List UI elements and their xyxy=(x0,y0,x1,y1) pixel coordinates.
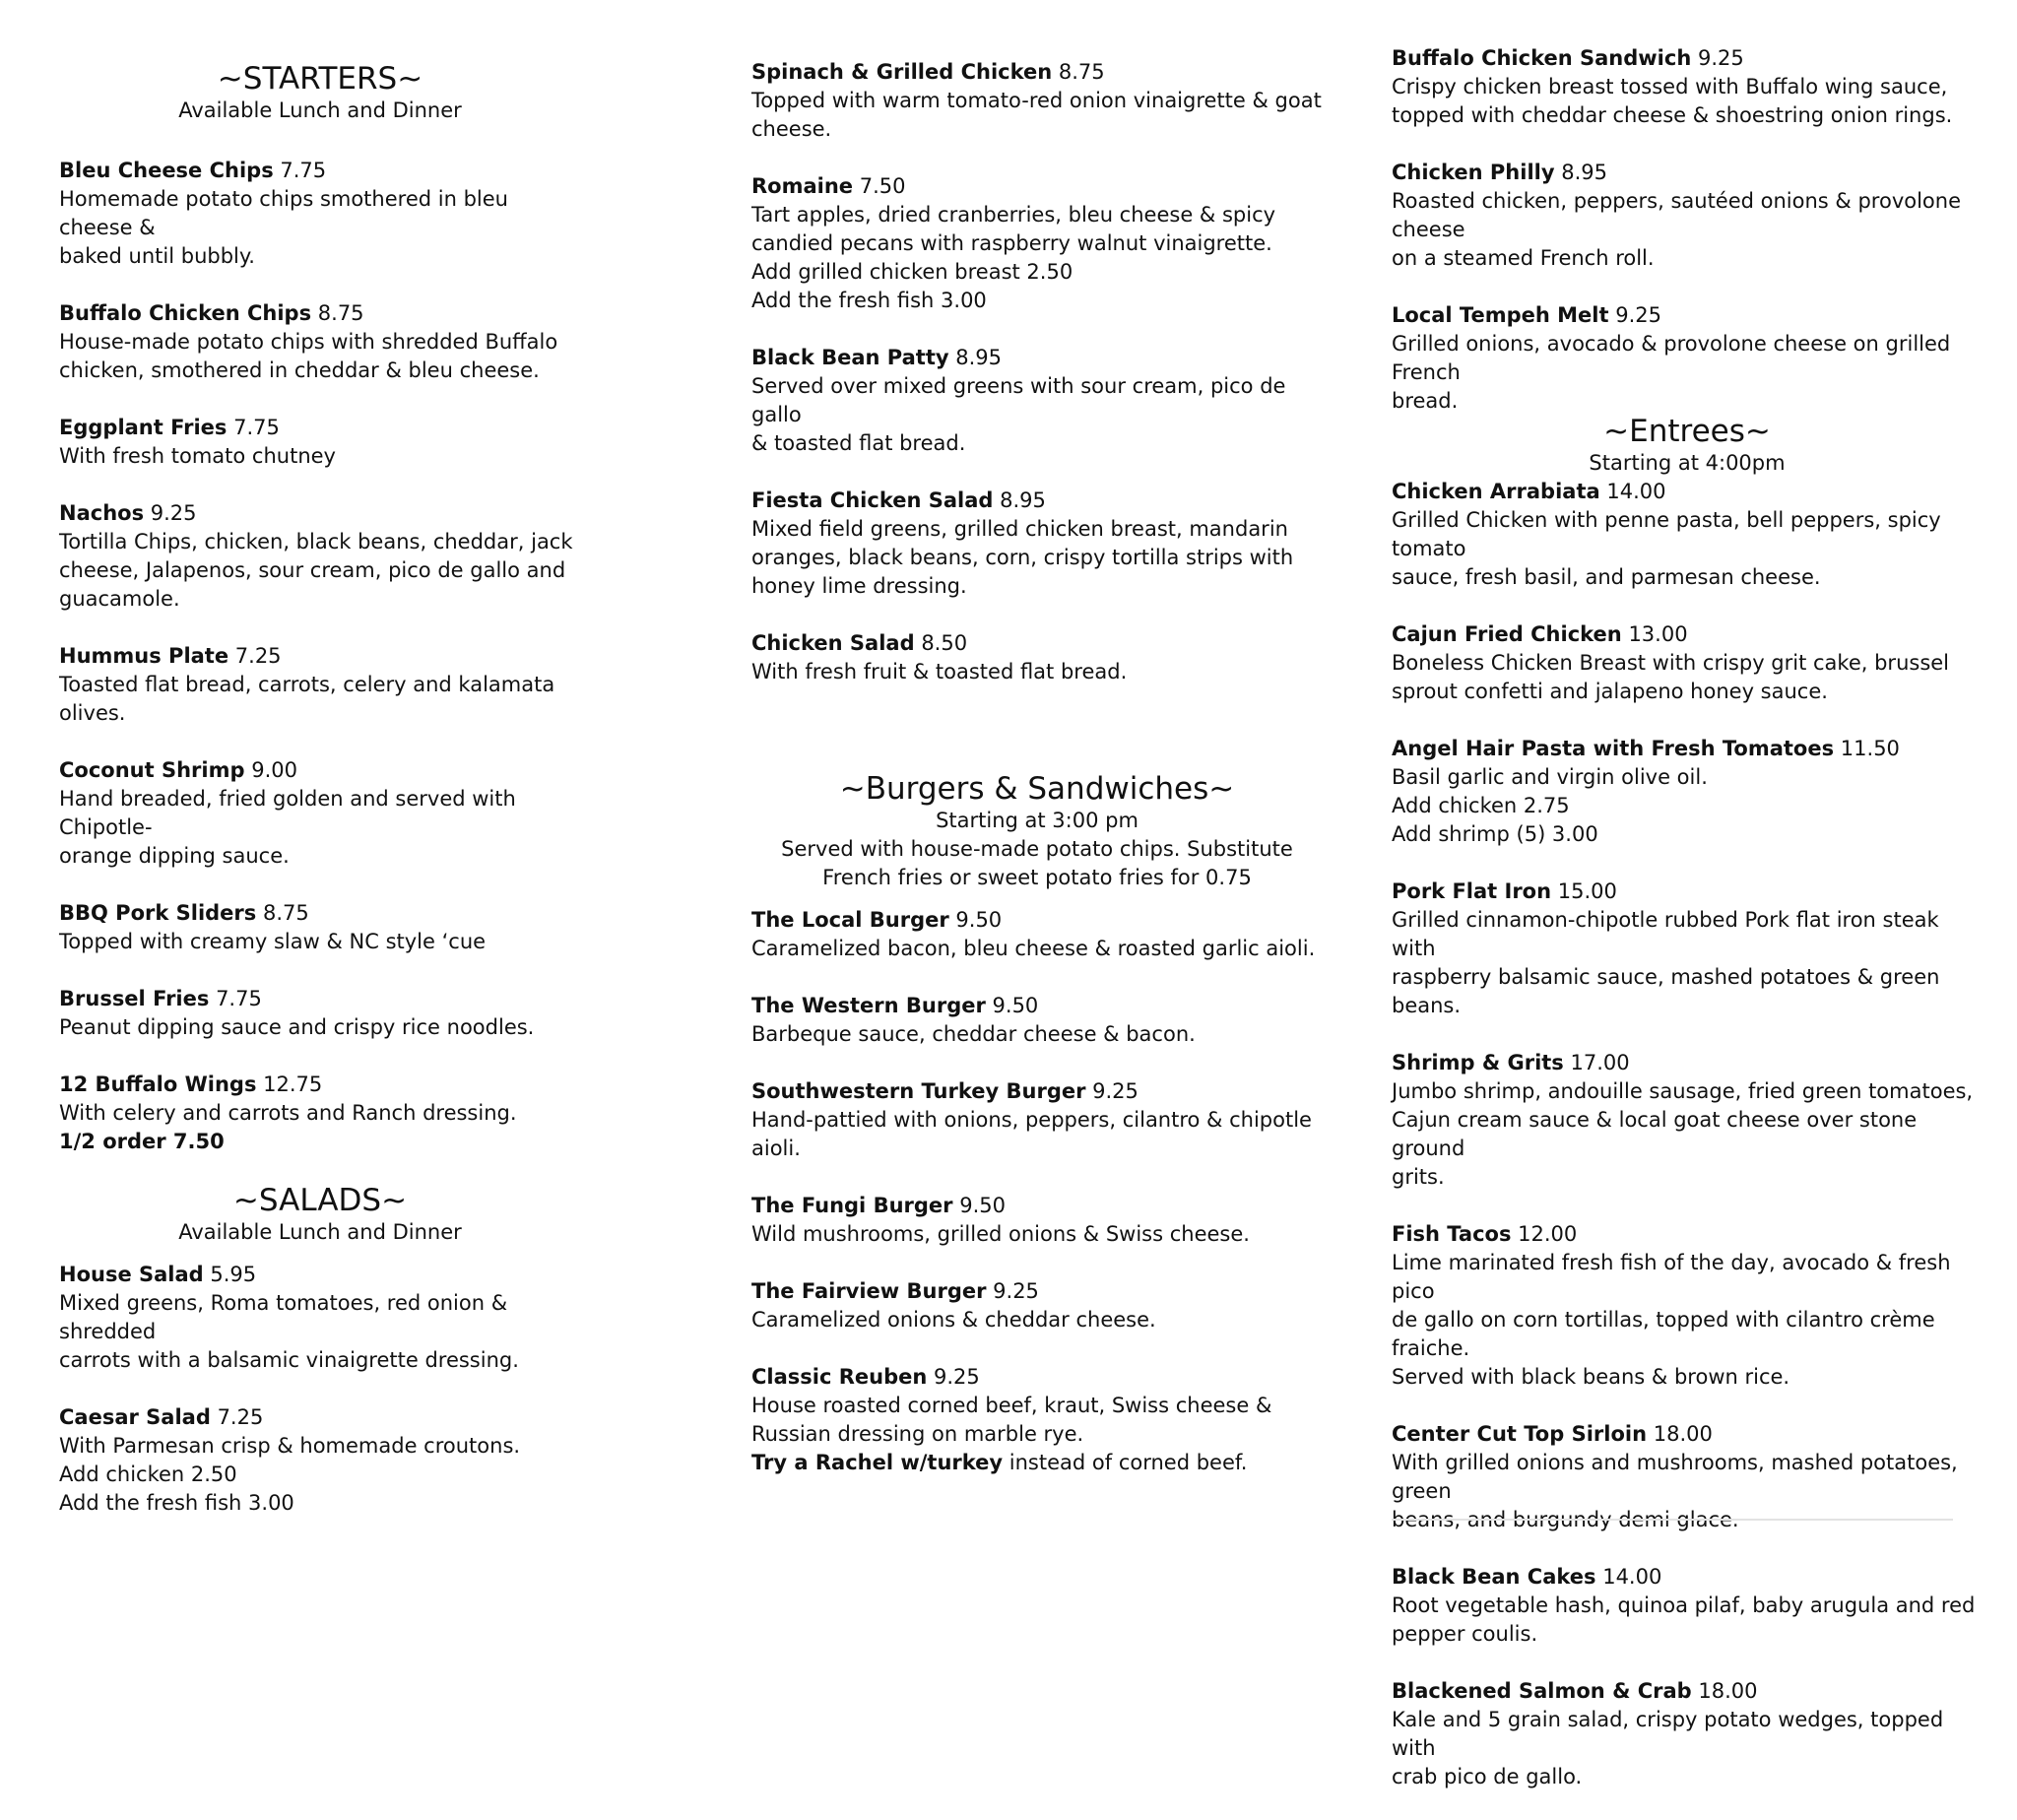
menu-item-description: House roasted corned beef, kraut, Swiss cheese & xyxy=(751,1394,1272,1417)
menu-item-heading xyxy=(1392,620,1983,649)
menu-item xyxy=(1392,735,1983,849)
menu-item-list xyxy=(1392,44,1983,416)
menu-item xyxy=(751,1363,1323,1477)
menu-item-description: With Parmesan crisp & homemade croutons. xyxy=(59,1434,521,1458)
menu-item-description: & toasted flat bread. xyxy=(751,431,966,455)
menu-item-name: Eggplant Fries xyxy=(59,416,228,439)
menu-item xyxy=(59,1403,581,1518)
menu-item-price: 8.95 xyxy=(1000,488,1046,512)
menu-item-heading xyxy=(59,499,581,528)
menu-item-name: The Fairview Burger xyxy=(751,1279,987,1303)
menu-item-name: Chicken Philly xyxy=(1392,161,1555,184)
menu-item xyxy=(1392,1677,1983,1791)
menu-item-name: Buffalo Chicken Chips xyxy=(59,301,312,325)
menu-item-heading xyxy=(59,642,581,671)
menu-item-heading xyxy=(59,985,581,1013)
menu-item-price: 8.75 xyxy=(1058,60,1105,84)
menu-item-price: 13.00 xyxy=(1628,622,1688,646)
menu-item xyxy=(59,642,581,728)
section-subtitle: Available Lunch and Dinner xyxy=(178,1220,462,1244)
menu-item-name: Southwestern Turkey Burger xyxy=(751,1079,1086,1103)
menu-item-heading xyxy=(751,1363,1323,1392)
menu-item-price: 5.95 xyxy=(210,1263,257,1286)
menu-item-heading xyxy=(59,1403,581,1432)
menu-item-heading xyxy=(1392,735,1983,763)
menu-item-description: candied pecans with raspberry walnut vinaigrette. xyxy=(751,231,1272,255)
section-subtitle: Available Lunch and Dinner xyxy=(178,98,462,122)
menu-item-name: Center Cut Top Sirloin xyxy=(1392,1422,1648,1446)
menu-item xyxy=(1392,301,1983,416)
menu-item-description: grits. xyxy=(1392,1165,1445,1189)
menu-item-price: 7.75 xyxy=(280,159,327,182)
menu-item-description: Boneless Chicken Breast with crispy grit cake, brussel xyxy=(1392,651,1950,675)
menu-item-price: 8.95 xyxy=(955,346,1002,369)
menu-item xyxy=(59,899,581,956)
menu-item-description: Grilled onions, avocado & provolone cheese on grilled French xyxy=(1392,332,1951,384)
menu-item-description: crab pico de gallo. xyxy=(1392,1765,1583,1788)
menu-item-description: cheese, Jalapenos, sour cream, pico de gallo and xyxy=(59,558,566,582)
menu-item-description: Tortilla Chips, chicken, black beans, cheddar, jack xyxy=(59,530,573,553)
menu-item-name: Hummus Plate xyxy=(59,644,229,668)
menu-item-price: 9.25 xyxy=(1092,1079,1139,1103)
menu-item-price: 9.25 xyxy=(993,1279,1039,1303)
divider xyxy=(1392,1519,1953,1521)
menu-item-name: Fish Tacos xyxy=(1392,1222,1512,1246)
menu-item-price: 7.50 xyxy=(859,174,906,198)
salads-continued xyxy=(751,58,1323,686)
menu-item-list xyxy=(751,906,1323,1477)
menu-item-name: Brussel Fries xyxy=(59,987,210,1010)
menu-item-price: 7.75 xyxy=(216,987,262,1010)
menu-item-note-text: instead of corned beef. xyxy=(1003,1451,1248,1474)
menu-item-heading xyxy=(751,992,1323,1020)
menu-item-description: Served with black beans & brown rice. xyxy=(1392,1365,1790,1389)
menu-item-name: Black Bean Patty xyxy=(751,346,949,369)
menu-item-name: Classic Reuben xyxy=(751,1365,928,1389)
menu-item-heading xyxy=(59,414,581,442)
menu-item-description: With fresh fruit & toasted flat bread. xyxy=(751,660,1128,683)
menu-item-description: Toasted flat bread, carrots, celery and kalamata xyxy=(59,673,555,696)
menu-item-price: 9.50 xyxy=(959,1194,1006,1217)
menu-column-middle xyxy=(751,0,1323,1506)
menu-item-description: Tart apples, dried cranberries, bleu cheese & spicy xyxy=(751,203,1276,227)
menu-item-price: 12.00 xyxy=(1518,1222,1578,1246)
menu-item-list xyxy=(1392,478,1983,1791)
menu-item xyxy=(751,992,1323,1049)
menu-item xyxy=(751,1192,1323,1249)
menu-item-price: 12.75 xyxy=(263,1072,323,1096)
menu-item-description: Basil garlic and virgin olive oil. xyxy=(1392,765,1708,789)
menu-item-note: 1/2 order 7.50 xyxy=(59,1130,225,1153)
menu-item-name: House Salad xyxy=(59,1263,204,1286)
menu-item-name: Buffalo Chicken Sandwich xyxy=(1392,46,1692,70)
menu-item-name: Coconut Shrimp xyxy=(59,758,245,782)
menu-item xyxy=(751,1277,1323,1334)
menu-item-description: Russian dressing on marble rye. xyxy=(751,1422,1084,1446)
menu-item-price: 7.75 xyxy=(233,416,280,439)
menu-item-description: Hand breaded, fried golden and served with Chipotle- xyxy=(59,787,516,839)
menu-item-price: 9.50 xyxy=(992,994,1039,1017)
menu-item-heading xyxy=(1392,1220,1983,1249)
menu-item-price: 7.25 xyxy=(234,644,282,668)
menu-item-heading xyxy=(1392,478,1983,506)
menu-item-description: Roasted chicken, peppers, sautéed onions & provolone cheese xyxy=(1392,189,1962,241)
menu-item-description: Homemade potato chips smothered in bleu cheese & xyxy=(59,187,508,239)
menu-item xyxy=(1392,1420,1983,1534)
menu-item-description: orange dipping sauce. xyxy=(59,844,290,868)
menu-item-description: Root vegetable hash, quinoa pilaf, baby arugula and red xyxy=(1392,1593,1976,1617)
menu-item-price: 9.25 xyxy=(934,1365,980,1389)
menu-item-description: Topped with creamy slaw & NC style ‘cue xyxy=(59,930,487,953)
menu-item xyxy=(59,499,581,614)
menu-item xyxy=(751,58,1323,144)
menu-item-name: Spinach & Grilled Chicken xyxy=(751,60,1053,84)
menu-item-heading xyxy=(1392,1677,1983,1706)
menu-item-price: 14.00 xyxy=(1606,480,1666,503)
menu-item xyxy=(1392,478,1983,592)
menu-item-description: Add the fresh fish 3.00 xyxy=(59,1491,294,1515)
menu-item-note xyxy=(751,1449,1323,1477)
menu-item xyxy=(751,487,1323,601)
menu-item-name: Chicken Salad xyxy=(751,631,915,655)
menu-item-heading xyxy=(751,906,1323,935)
menu-item-price: 9.00 xyxy=(251,758,297,782)
salads-section xyxy=(59,1183,581,1518)
section-title: ~Entrees~ xyxy=(1603,414,1771,449)
menu-item-description: sauce, fresh basil, and parmesan cheese. xyxy=(1392,565,1821,589)
menu-item-heading xyxy=(1392,159,1983,187)
menu-item-price: 8.75 xyxy=(317,301,364,325)
menu-item xyxy=(1392,159,1983,273)
section-title: ~STARTERS~ xyxy=(217,61,423,97)
menu-item-description: Crispy chicken breast tossed with Buffalo wing sauce, xyxy=(1392,75,1948,98)
menu-item xyxy=(751,344,1323,458)
section-subtitle: Served with house-made potato chips. Substitute xyxy=(781,837,1293,861)
menu-item xyxy=(59,985,581,1042)
menu-item-price: 15.00 xyxy=(1557,879,1617,903)
menu-item-name: Chicken Arrabiata xyxy=(1392,480,1600,503)
menu-item-name: BBQ Pork Sliders xyxy=(59,901,257,925)
menu-item xyxy=(59,157,581,271)
menu-item-description: Add the fresh fish 3.00 xyxy=(751,289,987,312)
menu-item-description: House-made potato chips with shredded Buffalo xyxy=(59,330,558,354)
menu-item-price: 17.00 xyxy=(1570,1051,1630,1074)
menu-item-heading xyxy=(751,1192,1323,1220)
menu-item-description: Peanut dipping sauce and crispy rice noodles. xyxy=(59,1015,535,1039)
menu-item-description: olives. xyxy=(59,701,126,725)
menu-item-price: 9.25 xyxy=(150,501,197,525)
menu-item-description: Grilled Chicken with penne pasta, bell peppers, spicy tomato xyxy=(1392,508,1941,560)
menu-item xyxy=(1392,1049,1983,1192)
menu-item-name: Fiesta Chicken Salad xyxy=(751,488,994,512)
menu-item-name: Cajun Fried Chicken xyxy=(1392,622,1622,646)
menu-item xyxy=(59,1261,581,1375)
menu-item xyxy=(1392,620,1983,706)
menu-item-price: 9.25 xyxy=(1697,46,1744,70)
menu-item-description: Add chicken 2.75 xyxy=(1392,794,1570,817)
menu-item-price: 9.50 xyxy=(955,908,1003,932)
menu-item-description: pepper coulis. xyxy=(1392,1622,1538,1646)
menu-item-heading xyxy=(1392,1563,1983,1592)
menu-item-heading xyxy=(59,1261,581,1289)
menu-item xyxy=(1392,1220,1983,1392)
menu-item-heading xyxy=(59,299,581,328)
menu-item-description: With grilled onions and mushrooms, mashed potatoes, green xyxy=(1392,1451,1958,1503)
menu-item-description: Kale and 5 grain salad, crispy potato wedges, topped with xyxy=(1392,1708,1944,1760)
menu-item-description: Grilled cinnamon-chipotle rubbed Pork flat iron steak with xyxy=(1392,908,1939,960)
menu-item-name: The Local Burger xyxy=(751,908,949,932)
menu-column-left xyxy=(59,0,581,1546)
menu-item-description: topped with cheddar cheese & shoestring onion rings. xyxy=(1392,103,1953,127)
menu-item-description: Wild mushrooms, grilled onions & Swiss cheese. xyxy=(751,1222,1250,1246)
menu-item-name: Pork Flat Iron xyxy=(1392,879,1552,903)
menu-item xyxy=(751,629,1323,686)
menu-item xyxy=(751,1077,1323,1163)
menu-item-description: beans, and burgundy demi glace. xyxy=(1392,1508,1739,1531)
menu-item-description: baked until bubbly. xyxy=(59,244,255,268)
menu-item-description: Topped with warm tomato-red onion vinaigrette & goat xyxy=(751,89,1322,112)
menu-item-description: Mixed greens, Roma tomatoes, red onion & shredded xyxy=(59,1291,508,1343)
menu-item-description: on a steamed French roll. xyxy=(1392,246,1655,270)
menu-item-description: chicken, smothered in cheddar & bleu cheese. xyxy=(59,358,540,382)
entrees-section xyxy=(1392,414,1983,1791)
menu-item-description: Hand-pattied with onions, peppers, cilantro & chipotle xyxy=(751,1108,1312,1132)
menu-item-description: Add grilled chicken breast 2.50 xyxy=(751,260,1074,284)
menu-item-description: de gallo on corn tortillas, topped with cilantro crème fraiche. xyxy=(1392,1308,1935,1360)
menu-item xyxy=(751,906,1323,963)
menu-item-description: Barbeque sauce, cheddar cheese & bacon. xyxy=(751,1022,1196,1046)
menu-item-price: 18.00 xyxy=(1653,1422,1713,1446)
section-title: ~Burgers & Sandwiches~ xyxy=(839,771,1235,807)
menu-item xyxy=(751,172,1323,315)
menu-item-name: Caesar Salad xyxy=(59,1405,211,1429)
burgers-section xyxy=(751,771,1323,1477)
menu-item-heading xyxy=(751,344,1323,372)
menu-item-description: guacamole. xyxy=(59,587,180,611)
section-subtitle: Starting at 3:00 pm xyxy=(936,809,1139,832)
menu-item-name: Blackened Salmon & Crab xyxy=(1392,1679,1692,1703)
menu-item-description: bread. xyxy=(1392,389,1459,413)
menu-item-name: 12 Buffalo Wings xyxy=(59,1072,257,1096)
menu-item xyxy=(59,756,581,871)
menu-item-price: 9.25 xyxy=(1615,303,1661,327)
menu-item-heading xyxy=(751,58,1323,87)
menu-item-description: carrots with a balsamic vinaigrette dressing. xyxy=(59,1348,519,1372)
menu-item-description: Lime marinated fresh fish of the day, avocado & fresh pico xyxy=(1392,1251,1951,1303)
section-title: ~SALADS~ xyxy=(232,1183,408,1218)
menu-column-right xyxy=(1392,0,1983,1820)
menu-item-heading xyxy=(1392,878,1983,906)
menu-item xyxy=(59,1071,581,1156)
menu-item-heading xyxy=(751,1077,1323,1106)
menu-item-description: Caramelized onions & cheddar cheese. xyxy=(751,1308,1156,1332)
menu-item-price: 11.50 xyxy=(1840,737,1900,760)
menu-item xyxy=(1392,878,1983,1020)
menu-item xyxy=(59,414,581,471)
section-subtitle: French fries or sweet potato fries for 0.75 xyxy=(822,866,1252,889)
menu-item-price: 14.00 xyxy=(1602,1565,1662,1589)
menu-item-name: Local Tempeh Melt xyxy=(1392,303,1609,327)
menu-item-heading xyxy=(1392,1049,1983,1077)
starters-section xyxy=(59,61,581,1156)
menu-item-heading xyxy=(1392,44,1983,73)
menu-item-note-highlight: Try a Rachel w/turkey xyxy=(751,1451,1004,1474)
menu-item-price: 7.25 xyxy=(217,1405,264,1429)
menu-item-price: 8.95 xyxy=(1561,161,1607,184)
menu-item-list xyxy=(59,1261,581,1518)
menu-item-heading xyxy=(751,629,1323,658)
menu-item-heading xyxy=(751,172,1323,201)
menu-item-price: 8.50 xyxy=(921,631,968,655)
menu-item-description: Add shrimp (5) 3.00 xyxy=(1392,822,1598,846)
burgers-continued xyxy=(1392,44,1983,416)
menu-item-description: Add chicken 2.50 xyxy=(59,1462,237,1486)
menu-item-heading xyxy=(751,487,1323,515)
menu-item xyxy=(1392,44,1983,130)
menu-item-name: The Western Burger xyxy=(751,994,986,1017)
menu-item-description: Caramelized bacon, bleu cheese & roasted garlic aioli. xyxy=(751,937,1316,960)
menu-item-description: raspberry balsamic sauce, mashed potatoes & green beans. xyxy=(1392,965,1940,1017)
menu-item xyxy=(1392,1563,1983,1649)
menu-item-heading xyxy=(1392,1420,1983,1449)
menu-item-name: Black Bean Cakes xyxy=(1392,1565,1596,1589)
menu-item-list xyxy=(751,58,1323,686)
menu-item-price: 18.00 xyxy=(1698,1679,1758,1703)
menu-item-heading xyxy=(59,1071,581,1099)
menu-item-name: The Fungi Burger xyxy=(751,1194,953,1217)
menu-item-price: 8.75 xyxy=(262,901,309,925)
menu-item-description: cheese. xyxy=(751,117,832,141)
menu-item-description: Served over mixed greens with sour cream, pico de gallo xyxy=(751,374,1286,426)
menu-item-heading xyxy=(59,157,581,185)
menu-item-description: Cajun cream sauce & local goat cheese over stone ground xyxy=(1392,1108,1918,1160)
menu-item-list xyxy=(59,157,581,1156)
menu-item-description: With fresh tomato chutney xyxy=(59,444,336,468)
menu-item-name: Nachos xyxy=(59,501,145,525)
menu-item-name: Bleu Cheese Chips xyxy=(59,159,274,182)
menu-item-description: aioli. xyxy=(751,1137,801,1160)
section-subtitle: Starting at 4:00pm xyxy=(1589,451,1786,475)
menu-item-heading xyxy=(59,899,581,928)
menu-item-heading xyxy=(59,756,581,785)
menu-item-name: Angel Hair Pasta with Fresh Tomatoes xyxy=(1392,737,1835,760)
menu-item-description: sprout confetti and jalapeno honey sauce. xyxy=(1392,680,1828,703)
menu-item-name: Romaine xyxy=(751,174,854,198)
menu-item-description: Mixed field greens, grilled chicken breast, mandarin xyxy=(751,517,1288,541)
menu-item-description: oranges, black beans, corn, crispy tortilla strips with xyxy=(751,546,1294,569)
menu-item-heading xyxy=(1392,301,1983,330)
menu-item-description: honey lime dressing. xyxy=(751,574,967,598)
menu-item-description: Jumbo shrimp, andouille sausage, fried green tomatoes, xyxy=(1392,1079,1974,1103)
menu-item-description: With celery and carrots and Ranch dressing. xyxy=(59,1101,517,1125)
menu-item-name: Shrimp & Grits xyxy=(1392,1051,1564,1074)
menu-item xyxy=(59,299,581,385)
menu-item-heading xyxy=(751,1277,1323,1306)
